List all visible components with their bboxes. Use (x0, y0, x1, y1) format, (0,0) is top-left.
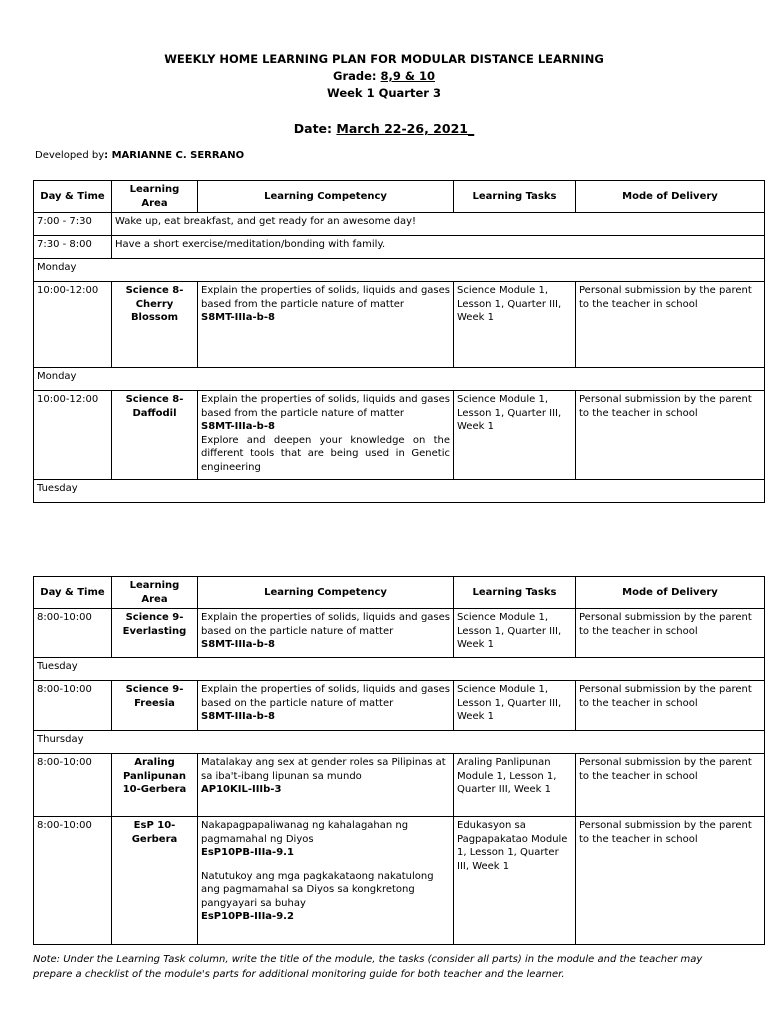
learning-area-cell: Science 8- Cherry Blossom (112, 282, 198, 368)
competency-code: AP10KIL-IIIb-3 (201, 784, 282, 795)
competency-text: Matalakay ang sex at gender roles sa Pilipinas at sa iba't-ibang lipunan sa mundo (201, 757, 446, 782)
grade-value: 8,9 & 10 (380, 69, 435, 83)
competency-code: EsP10PB-IIIa-9.1 (201, 847, 294, 858)
time-cell: 8:00-10:00 (34, 609, 112, 658)
competency-cell (198, 817, 454, 945)
learning-area-cell: Science 9- Everlasting (112, 609, 198, 658)
activity-cell: Wake up, eat breakfast, and get ready for an awesome day! (112, 213, 765, 236)
col-learning-competency: Learning Competency (198, 577, 454, 609)
competency-text: Explain the properties of solids, liquids and gases based from the particle nature of matter (201, 285, 450, 310)
mode-cell: Personal submission by the parent to the teacher in school (576, 817, 765, 945)
time-cell: 8:00-10:00 (34, 681, 112, 731)
table-row (34, 282, 765, 368)
grade-line (0, 68, 768, 85)
grade-label: Grade: (333, 69, 377, 83)
footer-note: Note: Under the Learning Task column, write the title of the module, the tasks (consider all parts) in the module and the teacher may prepare a checklist of the module's parts for additional monitoring guide for both teacher and the learner. (33, 954, 703, 980)
table-row (34, 213, 765, 236)
tasks-cell: Araling Panlipunan Module 1, Lesson 1, Quarter III, Week 1 (454, 754, 576, 817)
learning-area-cell: Araling Panlipunan 10-Gerbera (112, 754, 198, 817)
competency-text: Explain the properties of solids, liquids and gases based on the particle nature of matter (201, 612, 450, 637)
time-cell: 7:00 - 7:30 (34, 213, 112, 236)
day-row (34, 259, 765, 282)
table-row (34, 609, 765, 658)
table-row (34, 391, 765, 480)
plan-table-2 (33, 576, 765, 945)
learning-area-cell: Science 8- Daffodil (112, 391, 198, 480)
competency-text: Explain the properties of solids, liquids and gases based on the particle nature of matter (201, 684, 450, 709)
competency-text: Explain the properties of solids, liquids and gases based from the particle nature of matter (201, 394, 450, 419)
developer-line (35, 150, 244, 161)
learning-area-cell: EsP 10- Gerbera (112, 817, 198, 945)
col-day-time: Day & Time (34, 577, 112, 609)
table-header-row (34, 181, 765, 213)
tasks-cell: Science Module 1, Lesson 1, Quarter III, Week 1 (454, 282, 576, 368)
day-label: Thursday (34, 731, 765, 754)
col-learning-area: Learning Area (112, 577, 198, 609)
activity-cell: Have a short exercise/meditation/bonding with family. (112, 236, 765, 259)
competency-cell (198, 681, 454, 731)
tasks-cell: Science Module 1, Lesson 1, Quarter III, Week 1 (454, 391, 576, 480)
col-learning-area: Learning Area (112, 181, 198, 213)
developer-label: Developed by (35, 150, 105, 161)
mode-cell: Personal submission by the parent to the teacher in school (576, 681, 765, 731)
time-cell: 10:00-12:00 (34, 282, 112, 368)
col-day-time: Day & Time (34, 181, 112, 213)
table-row (34, 236, 765, 259)
table-row (34, 817, 765, 945)
competency-code: S8MT-IIIa-b-8 (201, 421, 275, 432)
competency-text-2: Explore and deepen your knowledge on the different tools that are being used in Genetic engineering (201, 434, 450, 473)
table-row (34, 754, 765, 817)
time-cell: 7:30 - 8:00 (34, 236, 112, 259)
competency-cell (198, 754, 454, 817)
mode-cell: Personal submission by the parent to the teacher in school (576, 391, 765, 480)
date-value: March 22-26, 2021_ (336, 121, 475, 136)
day-label: Tuesday (34, 658, 765, 681)
tasks-cell: Science Module 1, Lesson 1, Quarter III, Week 1 (454, 609, 576, 658)
week-line: Week 1 Quarter 3 (327, 86, 441, 100)
day-label: Tuesday (34, 480, 765, 503)
competency-text: Nakapagpapaliwanag ng kahalagahan ng pagmamahal ng Diyos (201, 820, 409, 845)
day-row (34, 480, 765, 503)
date-line (0, 120, 768, 137)
col-learning-competency: Learning Competency (198, 181, 454, 213)
time-cell: 8:00-10:00 (34, 754, 112, 817)
developer-name: : MARIANNE C. SERRANO (104, 150, 245, 161)
date-label: Date: (293, 121, 333, 136)
competency-code: S8MT-IIIa-b-8 (201, 711, 275, 722)
tasks-cell: Science Module 1, Lesson 1, Quarter III, Week 1 (454, 681, 576, 731)
day-row (34, 368, 765, 391)
mode-cell: Personal submission by the parent to the teacher in school (576, 609, 765, 658)
table-header-row (34, 577, 765, 609)
tasks-cell: Edukasyon sa Pagpapakatao Module 1, Lesson 1, Quarter III, Week 1 (454, 817, 576, 945)
mode-cell: Personal submission by the parent to the teacher in school (576, 282, 765, 368)
day-row (34, 658, 765, 681)
time-cell: 8:00-10:00 (34, 817, 112, 945)
competency-text-2: Natutukoy ang mga pagkakataong nakatulong ang pagmamahal sa Diyos sa kongkretong pangyayari sa buhay (201, 870, 434, 909)
competency-code: S8MT-IIIa-b-8 (201, 312, 275, 323)
col-learning-tasks: Learning Tasks (454, 577, 576, 609)
competency-code-2: EsP10PB-IIIa-9.2 (201, 911, 294, 922)
mode-cell: Personal submission by the parent to the teacher in school (576, 754, 765, 817)
competency-cell (198, 609, 454, 658)
learning-area-cell: Science 9- Freesia (112, 681, 198, 731)
time-cell: 10:00-12:00 (34, 391, 112, 480)
col-mode-of-delivery: Mode of Delivery (576, 181, 765, 213)
day-label: Monday (34, 259, 765, 282)
col-learning-tasks: Learning Tasks (454, 181, 576, 213)
day-row (34, 731, 765, 754)
competency-cell (198, 282, 454, 368)
competency-code: S8MT-IIIa-b-8 (201, 639, 275, 650)
day-label: Monday (34, 368, 765, 391)
competency-cell (198, 391, 454, 480)
col-mode-of-delivery: Mode of Delivery (576, 577, 765, 609)
plan-table-1 (33, 180, 765, 503)
table-row (34, 681, 765, 731)
document-title: WEEKLY HOME LEARNING PLAN FOR MODULAR DISTANCE LEARNING (164, 52, 604, 66)
